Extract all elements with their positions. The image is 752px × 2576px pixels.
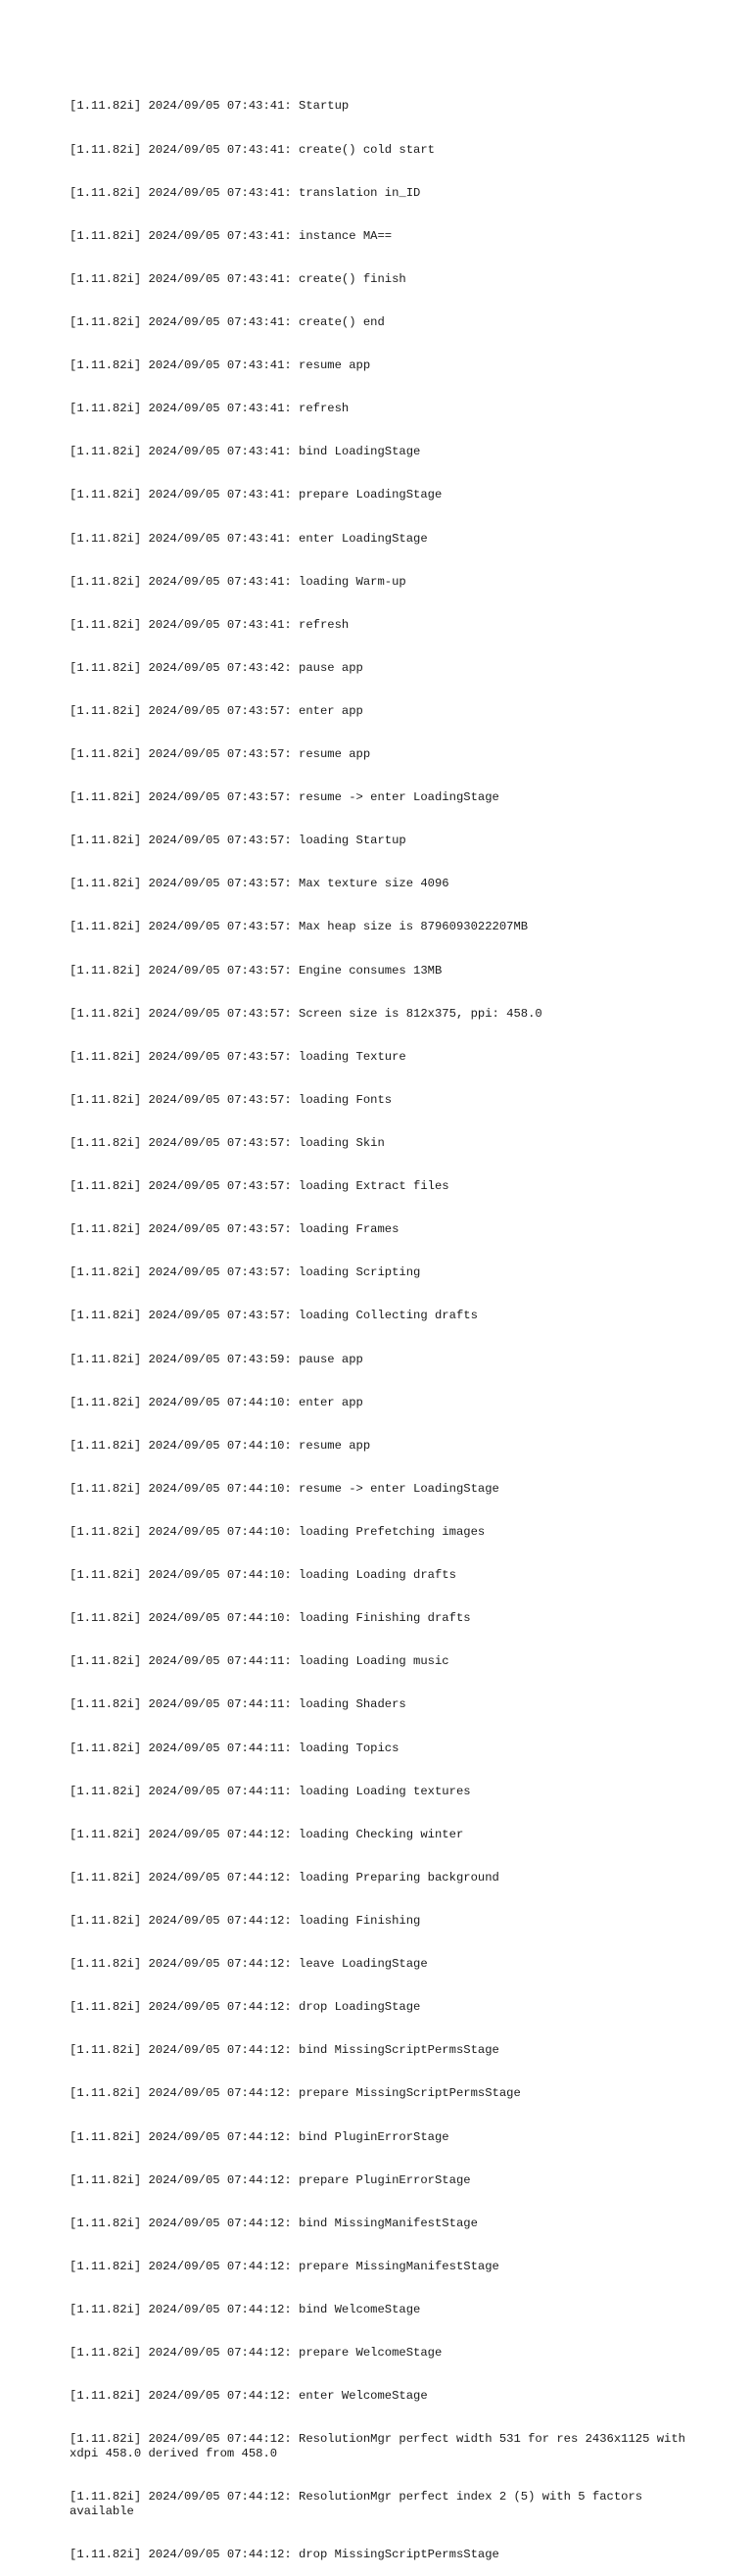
- log-line: [1.11.82i] 2024/09/05 07:43:42: pause app: [70, 660, 363, 675]
- log-line: [1.11.82i] 2024/09/05 07:44:12: bind WelcomeStage: [70, 2302, 421, 2316]
- log-line: [1.11.82i] 2024/09/05 07:44:12: enter WelcomeStage: [70, 2389, 428, 2404]
- log-line: [1.11.82i] 2024/09/05 07:43:41: refresh: [70, 402, 350, 416]
- log-line: [1.11.82i] 2024/09/05 07:43:57: Max texture size 4096: [70, 877, 449, 891]
- log-line: [1.11.82i] 2024/09/05 07:43:41: create() cold start: [70, 142, 435, 157]
- log-line: [1.11.82i] 2024/09/05 07:43:57: Max heap size is 8796093022207MB: [70, 920, 529, 934]
- log-line: [1.11.82i] 2024/09/05 07:43:57: loading Fonts: [70, 1092, 393, 1107]
- log-line: [1.11.82i] 2024/09/05 07:43:57: loading Startup: [70, 834, 406, 848]
- log-line: [1.11.82i] 2024/09/05 07:44:12: prepare WelcomeStage: [70, 2346, 443, 2361]
- log-line: [1.11.82i] 2024/09/05 07:44:10: loading Prefetching images: [70, 1525, 486, 1540]
- log-line: [1.11.82i] 2024/09/05 07:44:12: loading Checking winter: [70, 1827, 464, 1841]
- log-line: [1.11.82i] 2024/09/05 07:43:41: instance MA==: [70, 228, 393, 243]
- log-line: [1.11.82i] 2024/09/05 07:44:12: drop MissingScriptPermsStage: [70, 2547, 499, 2561]
- log-line: [1.11.82i] 2024/09/05 07:44:10: loading Loading drafts: [70, 1568, 456, 1583]
- log-line: [1.11.82i] 2024/09/05 07:44:10: resume -> enter LoadingStage: [70, 1481, 499, 1496]
- log-line: [1.11.82i] 2024/09/05 07:44:12: bind MissingScriptPermsStage: [70, 2043, 499, 2058]
- log-line: [1.11.82i] 2024/09/05 07:43:57: loading Texture: [70, 1049, 406, 1064]
- log-line: [1.11.82i] 2024/09/05 07:43:57: loading Frames: [70, 1222, 400, 1237]
- log-line: [1.11.82i] 2024/09/05 07:43:41: bind LoadingStage: [70, 445, 421, 459]
- log-line: [1.11.82i] 2024/09/05 07:44:11: loading Shaders: [70, 1697, 406, 1712]
- log-line: [1.11.82i] 2024/09/05 07:43:57: resume -> enter LoadingStage: [70, 790, 499, 805]
- log-line: [1.11.82i] 2024/09/05 07:43:41: loading Warm-up: [70, 574, 406, 589]
- log-line: [1.11.82i] 2024/09/05 07:43:57: loading Collecting drafts: [70, 1309, 478, 1323]
- log-line: [1.11.82i] 2024/09/05 07:43:41: translation in_ID: [70, 185, 421, 200]
- log-line: [1.11.82i] 2024/09/05 07:43:57: loading Scripting: [70, 1265, 421, 1280]
- log-line: [1.11.82i] 2024/09/05 07:43:41: create() end: [70, 314, 385, 329]
- log-line: [1.11.82i] 2024/09/05 07:43:41: create() finish: [70, 271, 406, 286]
- log-line: [1.11.82i] 2024/09/05 07:44:10: loading Finishing drafts: [70, 1611, 471, 1626]
- log-line: [1.11.82i] 2024/09/05 07:44:12: leave LoadingStage: [70, 1957, 428, 1972]
- log-line: [1.11.82i] 2024/09/05 07:44:12: prepare PluginErrorStage: [70, 2172, 471, 2187]
- log-line: [1.11.82i] 2024/09/05 07:43:57: resume app: [70, 747, 371, 762]
- log-line: [1.11.82i] 2024/09/05 07:44:10: resume app: [70, 1438, 371, 1453]
- log-line: [1.11.82i] 2024/09/05 07:44:12: loading Finishing: [70, 1914, 421, 1928]
- log-line: [1.11.82i] 2024/09/05 07:43:41: refresh: [70, 617, 350, 632]
- log-line: [1.11.82i] 2024/09/05 07:44:12: ResolutionMgr perfect width 531 for res 2436x1125 with xdpi 458.0 derived from 458.0: [70, 2432, 693, 2461]
- log-line: [1.11.82i] 2024/09/05 07:44:11: loading Loading music: [70, 1654, 449, 1669]
- log-line: [1.11.82i] 2024/09/05 07:44:10: enter app: [70, 1395, 363, 1409]
- log-line: [1.11.82i] 2024/09/05 07:44:12: prepare MissingScriptPermsStage: [70, 2086, 521, 2101]
- log-line: [1.11.82i] 2024/09/05 07:44:12: prepare MissingManifestStage: [70, 2259, 499, 2273]
- log-line: [1.11.82i] 2024/09/05 07:43:57: Screen size is 812x375, ppi: 458.0: [70, 1006, 542, 1021]
- log-line: [1.11.82i] 2024/09/05 07:43:41: prepare LoadingStage: [70, 488, 443, 502]
- log-line: [1.11.82i] 2024/09/05 07:43:59: pause app: [70, 1352, 363, 1366]
- log-line: [1.11.82i] 2024/09/05 07:44:11: loading Topics: [70, 1741, 400, 1755]
- log-line: [1.11.82i] 2024/09/05 07:43:41: enter LoadingStage: [70, 531, 428, 546]
- log-line: [1.11.82i] 2024/09/05 07:44:12: drop LoadingStage: [70, 2000, 421, 2015]
- log-line: [1.11.82i] 2024/09/05 07:44:11: loading Loading textures: [70, 1784, 471, 1798]
- log-line: [1.11.82i] 2024/09/05 07:44:12: ResolutionMgr perfect index 2 (5) with 5 factors available: [70, 2490, 650, 2518]
- log-line: [1.11.82i] 2024/09/05 07:44:12: loading Preparing background: [70, 1870, 499, 1884]
- log-line: [1.11.82i] 2024/09/05 07:43:57: Engine consumes 13MB: [70, 963, 443, 978]
- log-line: [1.11.82i] 2024/09/05 07:43:57: enter app: [70, 703, 363, 718]
- log-line: [1.11.82i] 2024/09/05 07:43:41: Startup: [70, 99, 350, 114]
- log-line: [1.11.82i] 2024/09/05 07:44:12: bind MissingManifestStage: [70, 2216, 478, 2230]
- log-line: [1.11.82i] 2024/09/05 07:43:57: loading Extract files: [70, 1179, 449, 1194]
- log-line: [1.11.82i] 2024/09/05 07:44:12: bind PluginErrorStage: [70, 2129, 449, 2144]
- log-output: [70, 71, 693, 2576]
- log-line: [1.11.82i] 2024/09/05 07:43:57: loading Skin: [70, 1136, 385, 1151]
- log-line: [1.11.82i] 2024/09/05 07:43:41: resume app: [70, 358, 371, 373]
